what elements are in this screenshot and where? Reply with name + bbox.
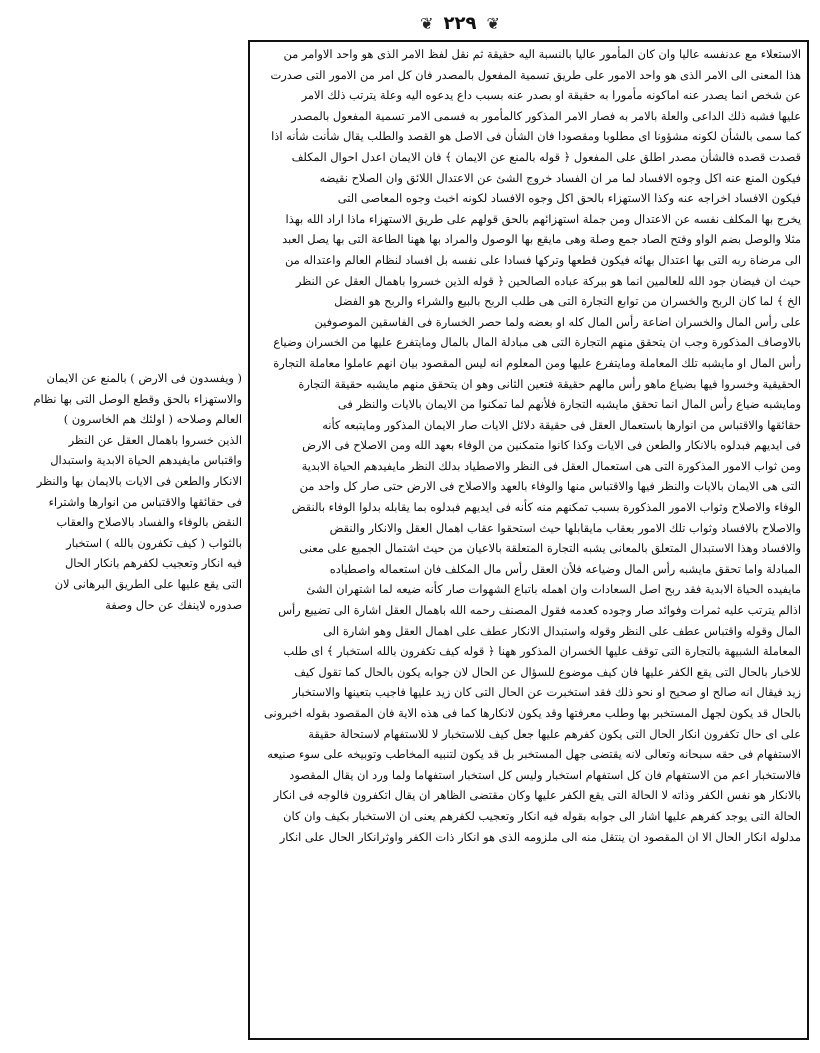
- main-text-line: والاصلاح بالافساد وثواب تلك الامور بعقاب مايقابلها حيث استحقوا عقاب اهمال العقل والانكار والنقض: [329, 520, 801, 535]
- main-text-line: المعاملة الشبيهة بالتجارة التى توقف عليها الخسران المذكور ههنا ﴿ قوله كيف تكفرون بالله استخبار ﴾ اى طلب: [283, 644, 801, 659]
- main-text-line: للاخبار بالحال التى يقع الكفر عليها فان كيف موضوع للسؤال عن الحال لان جوابه يكون بالحال كما تقول كيف: [294, 664, 801, 679]
- main-text-line: والافساد وهذا الاستبدال المتعلق بالمعانى يشبه التجارة المتعلقة بالاعيان من حيث اشتمال الجميع على معنى: [299, 541, 801, 556]
- main-text-line: الاستعلاء مع عدنفسه عاليا وان كان المأمور عاليا بالنسبة اليه حقيقة ثم نقل لفظ الامر الذى هو واحد الاوامر من: [283, 47, 801, 61]
- side-text-line: النقض بالوفاء والفساد بالاصلاح والعقاب: [56, 515, 242, 530]
- side-text-line: الذين خسروا باهمال العقل عن النظر: [68, 432, 242, 447]
- side-text-line: الانكار والطعن فى الايات بالايمان بها والنظر: [36, 473, 242, 488]
- main-text-line: فالاستخبار اعم من الاستفهام فان كل استفهام استخبار وليس كل استخبار استفهاما ولما ورد ان يقال المقصود: [289, 767, 801, 782]
- main-text-line: المبادلة واما تحقق مايشبه رأس المال وضياعه فلأن العقل رأس مال المكلف فان استعماله واصطياده: [329, 561, 801, 576]
- side-text-line: والاستهزاء بالحق وقطع الوصل التى بها نظام: [33, 391, 242, 406]
- main-text-line: اذالم يترتب عليه ثمرات وفوائد صار وجوده كعدمه فقول المصنف رحمه الله باهمال العقل اشارة الى تضييع رأس: [278, 603, 801, 618]
- main-text-line: ومن ثواب الامور المذكورة التى هى استعمال العقل فى النظر والاصطياد بدلك النظر مايفيدهم الحياة الابدية: [301, 458, 801, 473]
- main-text-line: حقائقها والاقتباس من انوارها باستعمال العقل فى حقيقة دلائل الايات صار الايمان المذكور ومايتبعه كأنه: [322, 417, 801, 432]
- main-text-line: رأس المال او مايشبه تلك المعاملة ومايتفرع عليها ومن المعلوم انه ليس المقصود بيان انهم عاملوا معاملة التجارة: [273, 355, 801, 370]
- main-text-line: مدلوله انكار الحال الا ان المقصود ان ينتقل منه الى ملزومه الذى هو انكار ذات الكفر واوثرانكار الحال على انكار: [279, 829, 801, 844]
- main-text-line: الى مرضاة ربه التى بها اعتدال بهائه فيكون قطعها وتركها فسادا على نفسه بل افساد لنظام العالم واعتداله من: [284, 252, 801, 267]
- main-text-line: يخرج بها المكلف نفسه عن الاعتدال ومن جملة استهزائهم بالحق قولهم على طريق الاستهزاء ماذا اراد الله بهذا: [285, 211, 801, 226]
- main-text-line: فى ايديهم فبدلوه بالانكار والطعن فى الايات وكذا كانوا متمكنين من الوفاء بعهد الله ومن الاصلاح فى الارض: [302, 438, 801, 453]
- main-text-line: عن شخص انما يصدر عنه اماكونه مأمورا به حقيقة او بصدر عنه بسبب داع يدعوه اليه وعلة يترتب ذلك الامر: [301, 88, 801, 103]
- side-text-line: فيه انكار وتعجيب لكفرهم بانكار الحال: [64, 556, 242, 571]
- side-text-line: التى يقع عليها على الطريق البرهانى لان: [54, 576, 242, 591]
- main-text-line: الحالة التى يوجد كفرهم عليها اشار الى جوابه بقوله فيه انكار وتعجيب لكفرهم يعنى ان الاستخبار بكيف وان كان: [283, 808, 801, 823]
- main-text-line: مثلا والوصل بضم الواو وفتح الصاد جمع وصلة وهى مايقع بها الوصول والمراد بها ههنا الطاعة التى بها يصل العبد: [282, 232, 801, 247]
- side-text-line: ( ويفسدون فى الارض ) بالمنع عن الايمان: [46, 371, 242, 385]
- ornament-right-icon: ❦: [486, 13, 500, 33]
- main-text-line: على رأس المال والخسران اضاعة رأس المال كله او بعضه ولما حصر الخسارة فى الفاسقين الموصوفين: [314, 314, 801, 329]
- main-text-line: بالانكار هو نفس الكفر وذاته لا الحالة التى يقع الكفر عليها وكان مقتضى الظاهر ان يقال اتكفرون فالوجه فى انكار: [273, 788, 801, 803]
- main-text-line: الوفاء والاصلاح وثواب الامور المذكورة بسبب تمكنهم منه كأنه فى ايديهم فبدلوه بما يقابله بدلوا الوفاء بالنقض: [291, 500, 801, 515]
- main-text-line: فيكون الافساد اخراجه عنه وكذا الاستهزاء بالحق اكل وجوه الافساد لكونه اخبث وجوه المعاصى التى: [337, 191, 801, 206]
- main-commentary-text: [256, 44, 801, 847]
- main-text-line: هذا المعنى الى الامر الذى هو واحد الامور على طريق تسمية المفعول بالمصدر فان كل امر من الامور التى صدرت: [270, 67, 801, 82]
- main-commentary-box: [248, 40, 809, 1040]
- page-number: ٢٢٩: [443, 12, 477, 34]
- main-text-line: التى هى الايمان بالايات والنظر فيها والاقتباس منها والوفاء بالعهد والاصلاح فى الارض حتى صار كل واحد من: [299, 479, 801, 494]
- side-text-line: صدوره لاينفك عن حال وصفة: [105, 597, 242, 612]
- main-text-line: الحقيقية وخسروا فيها بضياع ماهو رأس مالهم حقيقة فتعين الثانى وهو ان يتحقق منهم مايشبه حقيقة التجارة: [298, 376, 801, 391]
- main-text-line: على اى حال تكفرون انكار الحال التى يكون كفرهم عليها جعل كيف للاستخبار لا للاستفهام لاستحالة حقيقة: [308, 726, 801, 741]
- ornament-left-icon: ❦: [420, 13, 434, 33]
- main-text-line: كما سمى بالشأن لكونه مشؤونا اى مطلوبا ومقصودا فان الشأن فى الاصل هو القصد والطلب يقال شأنت شأنه اذا: [271, 129, 801, 144]
- main-text-line: ومايشبه ضياع رأس المال انما تحقق مايشبه التجارة فلأنهم لما تمكنوا من الايمان بالايات والنظر فى: [337, 397, 801, 412]
- main-text-line: المال وقوله واقتباس عطف على النظر وقوله واستبدال الانكار عطف على اهمال العقل وهو اشارة الى: [323, 623, 801, 638]
- main-text-line: حيث ان فيضان جود الله للعالمين انما هو ببركة عباده الصالحين ﴿ قوله الذين خسروا باهمال العقل عن النظر: [295, 273, 801, 288]
- main-text-line: بالاوصاف المذكورة وجب ان يتحقق منهم التجارة التى هى مبادلة المال بالمال ومايتفرع عليها من الخسران وضياع: [273, 335, 801, 350]
- main-text-line: مايفيده الحياة الابدية فقد ربح اصل السعادات وان اهمله باتباع الشهوات صار كأنه ضيعه لما اشتهران الشئ: [306, 582, 801, 597]
- side-text-line: فى حقائقها والاقتباس من انوارها واشتراء: [48, 494, 242, 509]
- main-text-line: بالحال قد يكون لجهل المستخبر بها وطلب معرفتها وقد يكون لانكارها كما فى هذه الاية فان المقصود بقوله اخبرونى: [264, 706, 801, 720]
- main-text-line: زيد فيقال انه صالح او صحيح او نحو ذلك فقد استخبرت عن الحال التى كان زيد عليها فاجيب بتعينها والاستخبار: [292, 685, 801, 700]
- side-text-line: العالم وصلاحه ( اولئك هم الخاسرون ): [63, 412, 242, 427]
- margin-tafsir-text: [8, 368, 242, 615]
- main-text-line: الاستفهام فى حقه سبحانه وتعالى لانه يقتضى جهل المستخبر بل قد يكون لتنبيه المخاطب وتوبيخه على سوء صنيعه: [267, 747, 801, 762]
- main-text-line: قصدت قصده فالشأن مصدر اطلق على المفعول ﴿ قوله بالمنع عن الايمان ﴾ فان الايمان اعدل احوال المكلف: [291, 149, 801, 164]
- main-text-line: عليها فشبه ذلك الداعى والعلة بالامر به فصار الامر المذكور كالمأمور به فسمى الامر تسمية المفعول بالمصدر: [291, 108, 801, 123]
- main-text-line: فيكون المنع عنه اكل وجوه الافساد لما مر ان الفساد خروج الشئ عن الاعتدال اللائق وان الصلاح نقيضه: [319, 170, 801, 185]
- side-text-line: بالثواب ( كيف تكفرون بالله ) استخبار: [66, 535, 242, 550]
- side-text-line: واقتباس مايفيدهم الحياة الابدية واستبدال: [50, 453, 242, 468]
- page-header: [300, 8, 620, 38]
- main-text-line: الخ ﴾ لما كان الربح والخسران من توابع التجارة التى هى طلب الربح بالبيع والشراء والربح هو الفضل: [334, 294, 801, 309]
